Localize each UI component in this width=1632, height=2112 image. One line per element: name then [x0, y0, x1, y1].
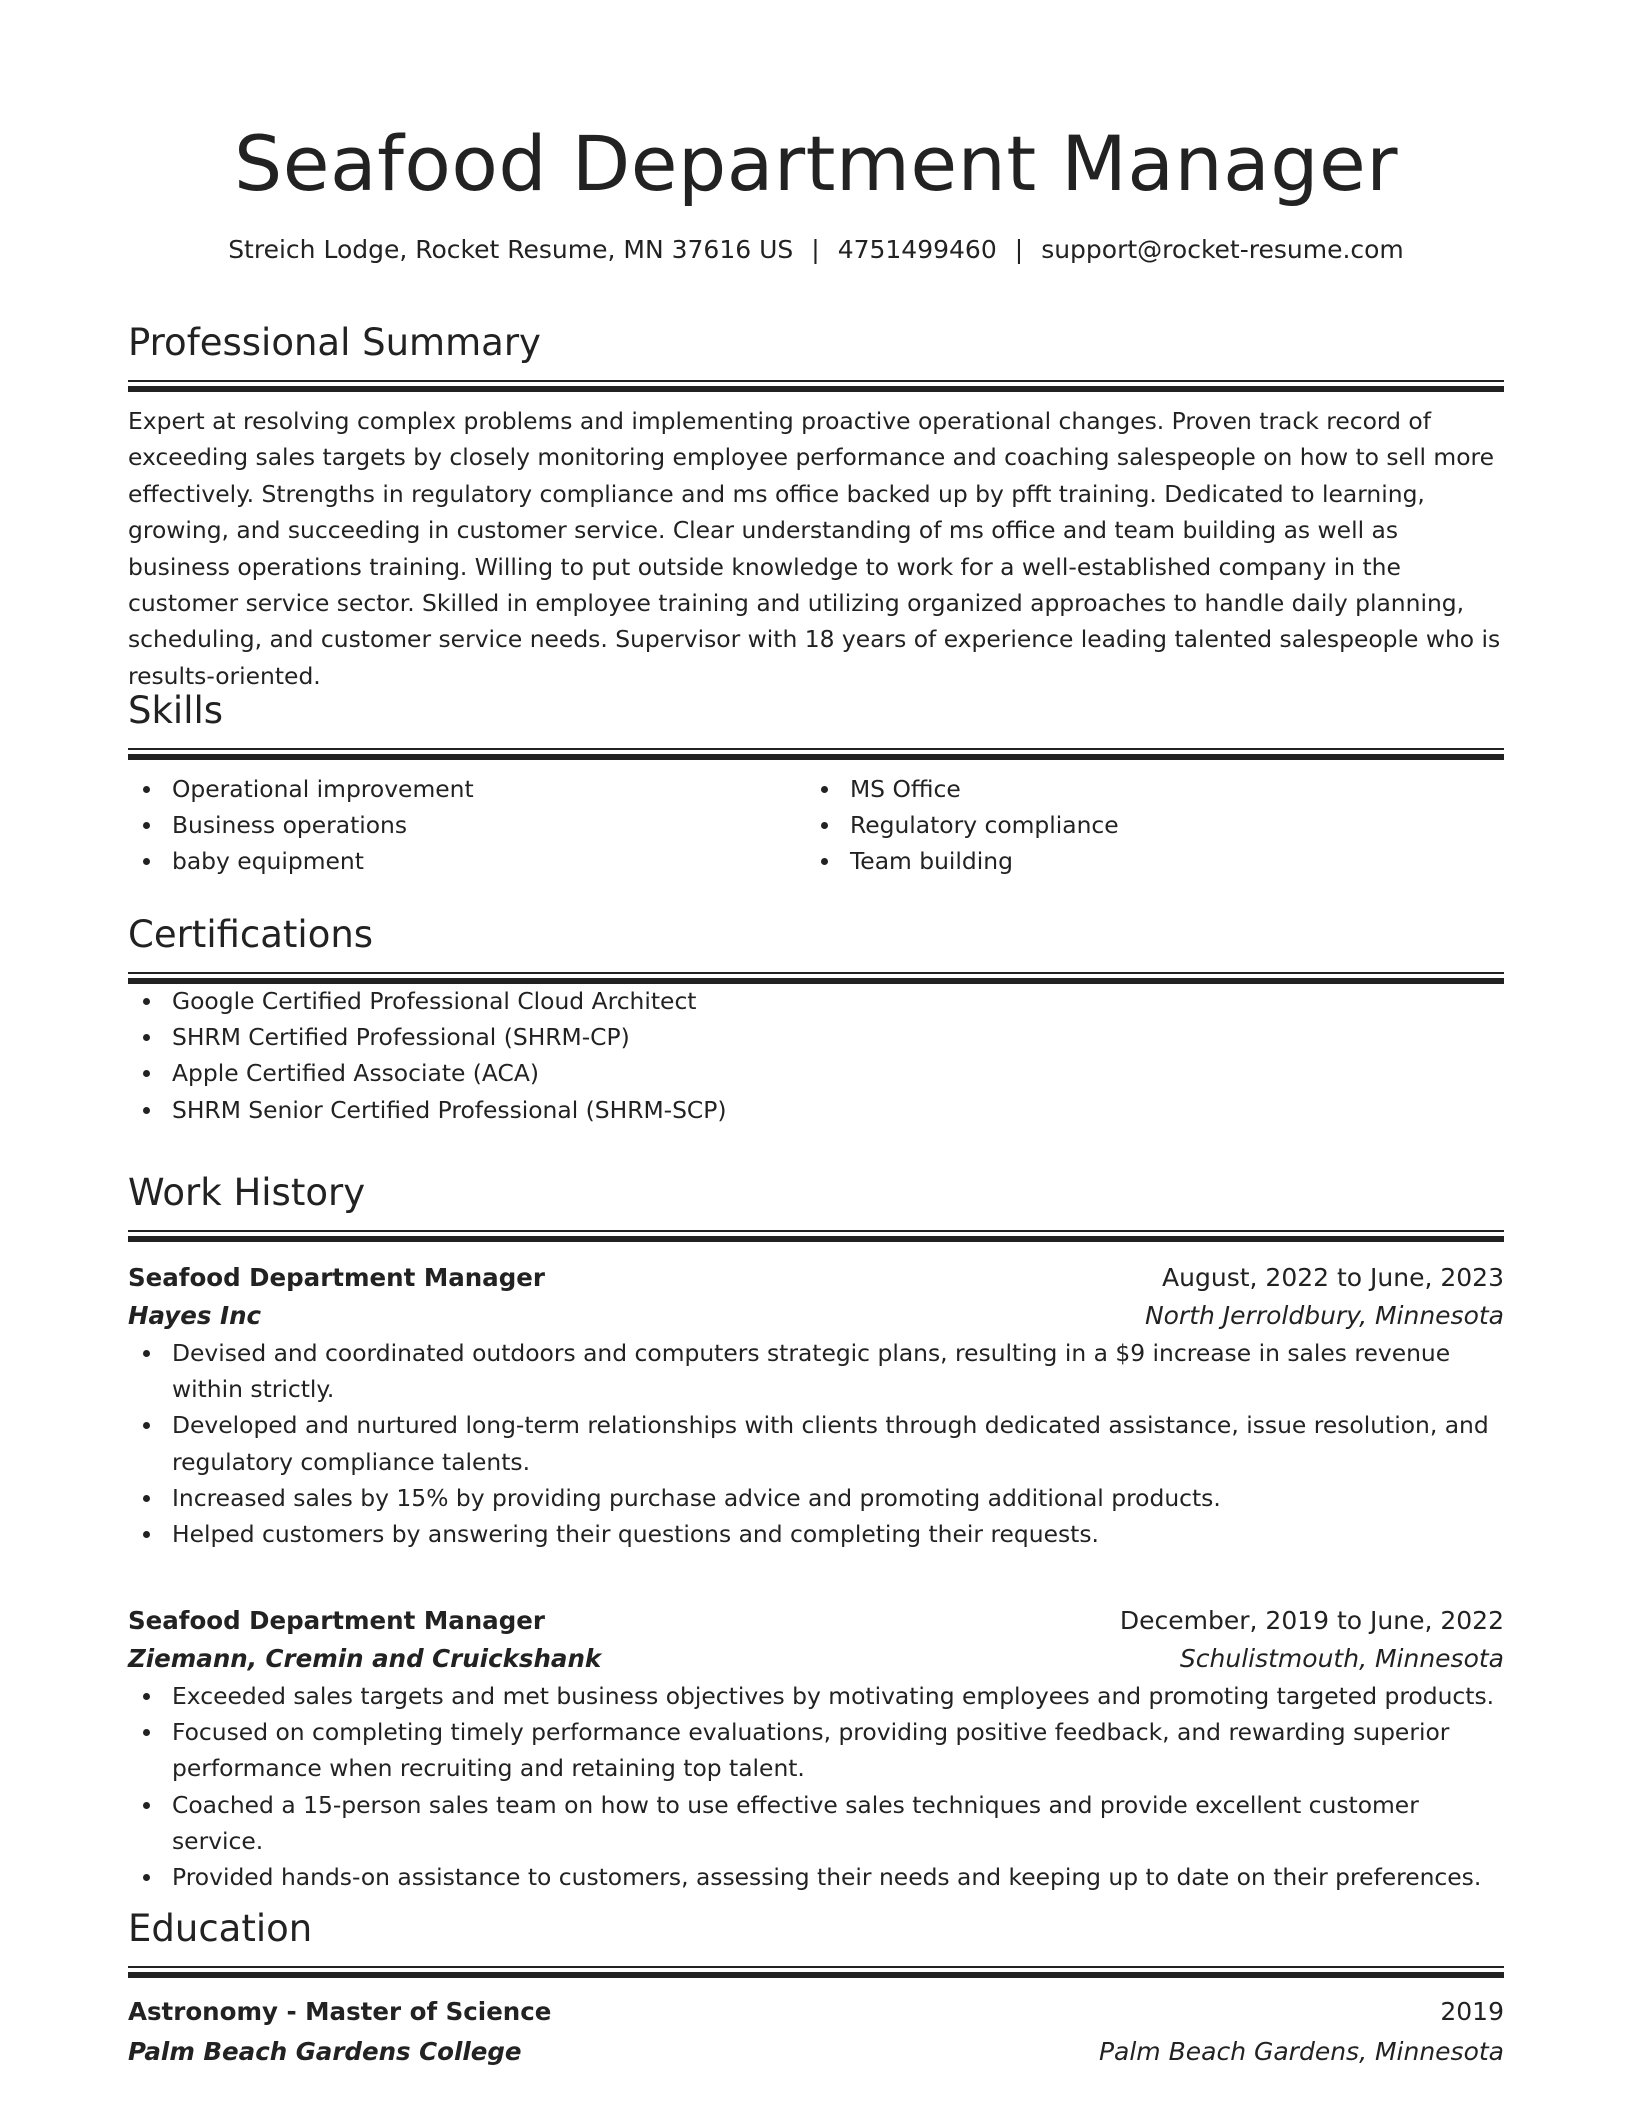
- contact-email: support@rocket-resume.com: [1041, 235, 1404, 264]
- section-title: Skills: [128, 689, 224, 732]
- job-title: Seafood Department Manager: [128, 1606, 545, 1635]
- job-bullet: Helped customers by answering their questions and completing their requests.: [128, 1516, 1504, 1552]
- section-certifications: [128, 910, 1504, 1128]
- skill-item: Team building: [806, 843, 1484, 879]
- certifications-list: [128, 983, 1504, 1128]
- skill-item: baby equipment: [128, 843, 806, 879]
- job-header: [128, 1259, 1504, 1297]
- certification-item: SHRM Senior Certified Professional (SHRM-SCP): [128, 1092, 1504, 1128]
- resume-page: [128, 0, 1504, 2066]
- contact-separator: |: [811, 235, 820, 264]
- job-entry: [128, 1259, 1504, 1552]
- section-work-history: [128, 1168, 1504, 1241]
- section-divider: [128, 1966, 1504, 1977]
- section-title: Professional Summary: [128, 321, 541, 364]
- contact-address: Streich Lodge, Rocket Resume, MN 37616 US: [228, 235, 794, 264]
- skills-column-left: [128, 771, 806, 880]
- contact-phone: 4751499460: [837, 235, 997, 264]
- education-location: Palm Beach Gardens, Minnesota: [1098, 2037, 1504, 2066]
- certification-item: Apple Certified Associate (ACA): [128, 1055, 1504, 1091]
- skills-grid: [128, 771, 1504, 880]
- section-education: [128, 1904, 1504, 2071]
- section-title: Work History: [128, 1171, 366, 1214]
- section-divider: [128, 748, 1504, 759]
- job-header: [128, 1602, 1504, 1640]
- job-bullet: Provided hands-on assistance to customers, assessing their needs and keeping up to date on their preferences.: [128, 1859, 1504, 1895]
- section-professional-summary: [128, 318, 1504, 694]
- job-company: Ziemann, Cremin and Cruickshank: [128, 1644, 602, 1673]
- job-bullet: Developed and nurtured long-term relationships with clients through dedicated assistance, issue resolution, and regulatory compliance talents.: [128, 1407, 1504, 1479]
- certification-item: Google Certified Professional Cloud Architect: [128, 983, 1504, 1019]
- skills-column-right: [806, 771, 1484, 880]
- job-dates: December, 2019 to June, 2022: [1119, 1606, 1504, 1635]
- skill-item: MS Office: [806, 771, 1484, 807]
- job-dates: August, 2022 to June, 2023: [1162, 1263, 1504, 1292]
- section-title: Certifications: [128, 913, 374, 956]
- job-subheader: [128, 1297, 1504, 1335]
- job-entry: [128, 1602, 1504, 1895]
- job-location: North Jerroldbury, Minnesota: [1144, 1301, 1504, 1330]
- education-entry: [128, 1993, 1504, 2071]
- section-divider: [128, 380, 1504, 391]
- skill-item: Operational improvement: [128, 771, 806, 807]
- job-location: Schulistmouth, Minnesota: [1179, 1644, 1504, 1673]
- section-divider: [128, 1230, 1504, 1241]
- job-bullets: [128, 1678, 1504, 1895]
- skill-item: Regulatory compliance: [806, 807, 1484, 843]
- job-title: Seafood Department Manager: [128, 1263, 545, 1292]
- section-divider: [128, 972, 1504, 983]
- job-bullets: [128, 1335, 1504, 1552]
- job-bullet: Devised and coordinated outdoors and computers strategic plans, resulting in a $9 increase in sales revenue within strictly.: [128, 1335, 1504, 1407]
- education-subheader: [128, 2033, 1504, 2071]
- section-title: Education: [128, 1907, 313, 1950]
- section-skills: [128, 686, 1504, 880]
- certification-item: SHRM Certified Professional (SHRM-CP): [128, 1019, 1504, 1055]
- education-year: 2019: [1440, 1997, 1504, 2026]
- education-degree: Astronomy - Master of Science: [128, 1997, 552, 2026]
- education-header: [128, 1993, 1504, 2031]
- job-bullet: Focused on completing timely performance evaluations, providing positive feedback, and rewarding superior performance when recruiting and retaining top talent.: [128, 1714, 1504, 1786]
- job-bullet: Coached a 15-person sales team on how to use effective sales techniques and provide excellent customer service.: [128, 1787, 1504, 1859]
- education-school: Palm Beach Gardens College: [128, 2037, 522, 2066]
- contact-separator: |: [1014, 235, 1024, 264]
- contact-line: [128, 234, 1504, 266]
- summary-text: Expert at resolving complex problems and implementing proactive operational changes. Proven track record of exceeding sales targets by closely monitoring employee performance and coaching salespeople on how to sell more effectively. Strengths in regulatory compliance and ms office backed up by pfft training. Dedicated to learning, growing, and succeeding in customer service. Clear understanding of ms office and team building as well as business operations training. Willing to put outside knowledge to work for a well-established company in the customer service sector. Skilled in employee training and utilizing organized approaches to handle daily planning, scheduling, and customer service needs. Supervisor with 18 years of experience leading talented salespeople who is results-oriented.: [128, 407, 1501, 690]
- job-subheader: [128, 1640, 1504, 1678]
- job-bullet: Exceeded sales targets and met business objectives by motivating employees and promoting targeted products.: [128, 1678, 1504, 1714]
- resume-title: Seafood Department Manager: [234, 119, 1398, 208]
- job-bullet: Increased sales by 15% by providing purchase advice and promoting additional products.: [128, 1480, 1504, 1516]
- skill-item: Business operations: [128, 807, 806, 843]
- job-company: Hayes Inc: [128, 1301, 262, 1330]
